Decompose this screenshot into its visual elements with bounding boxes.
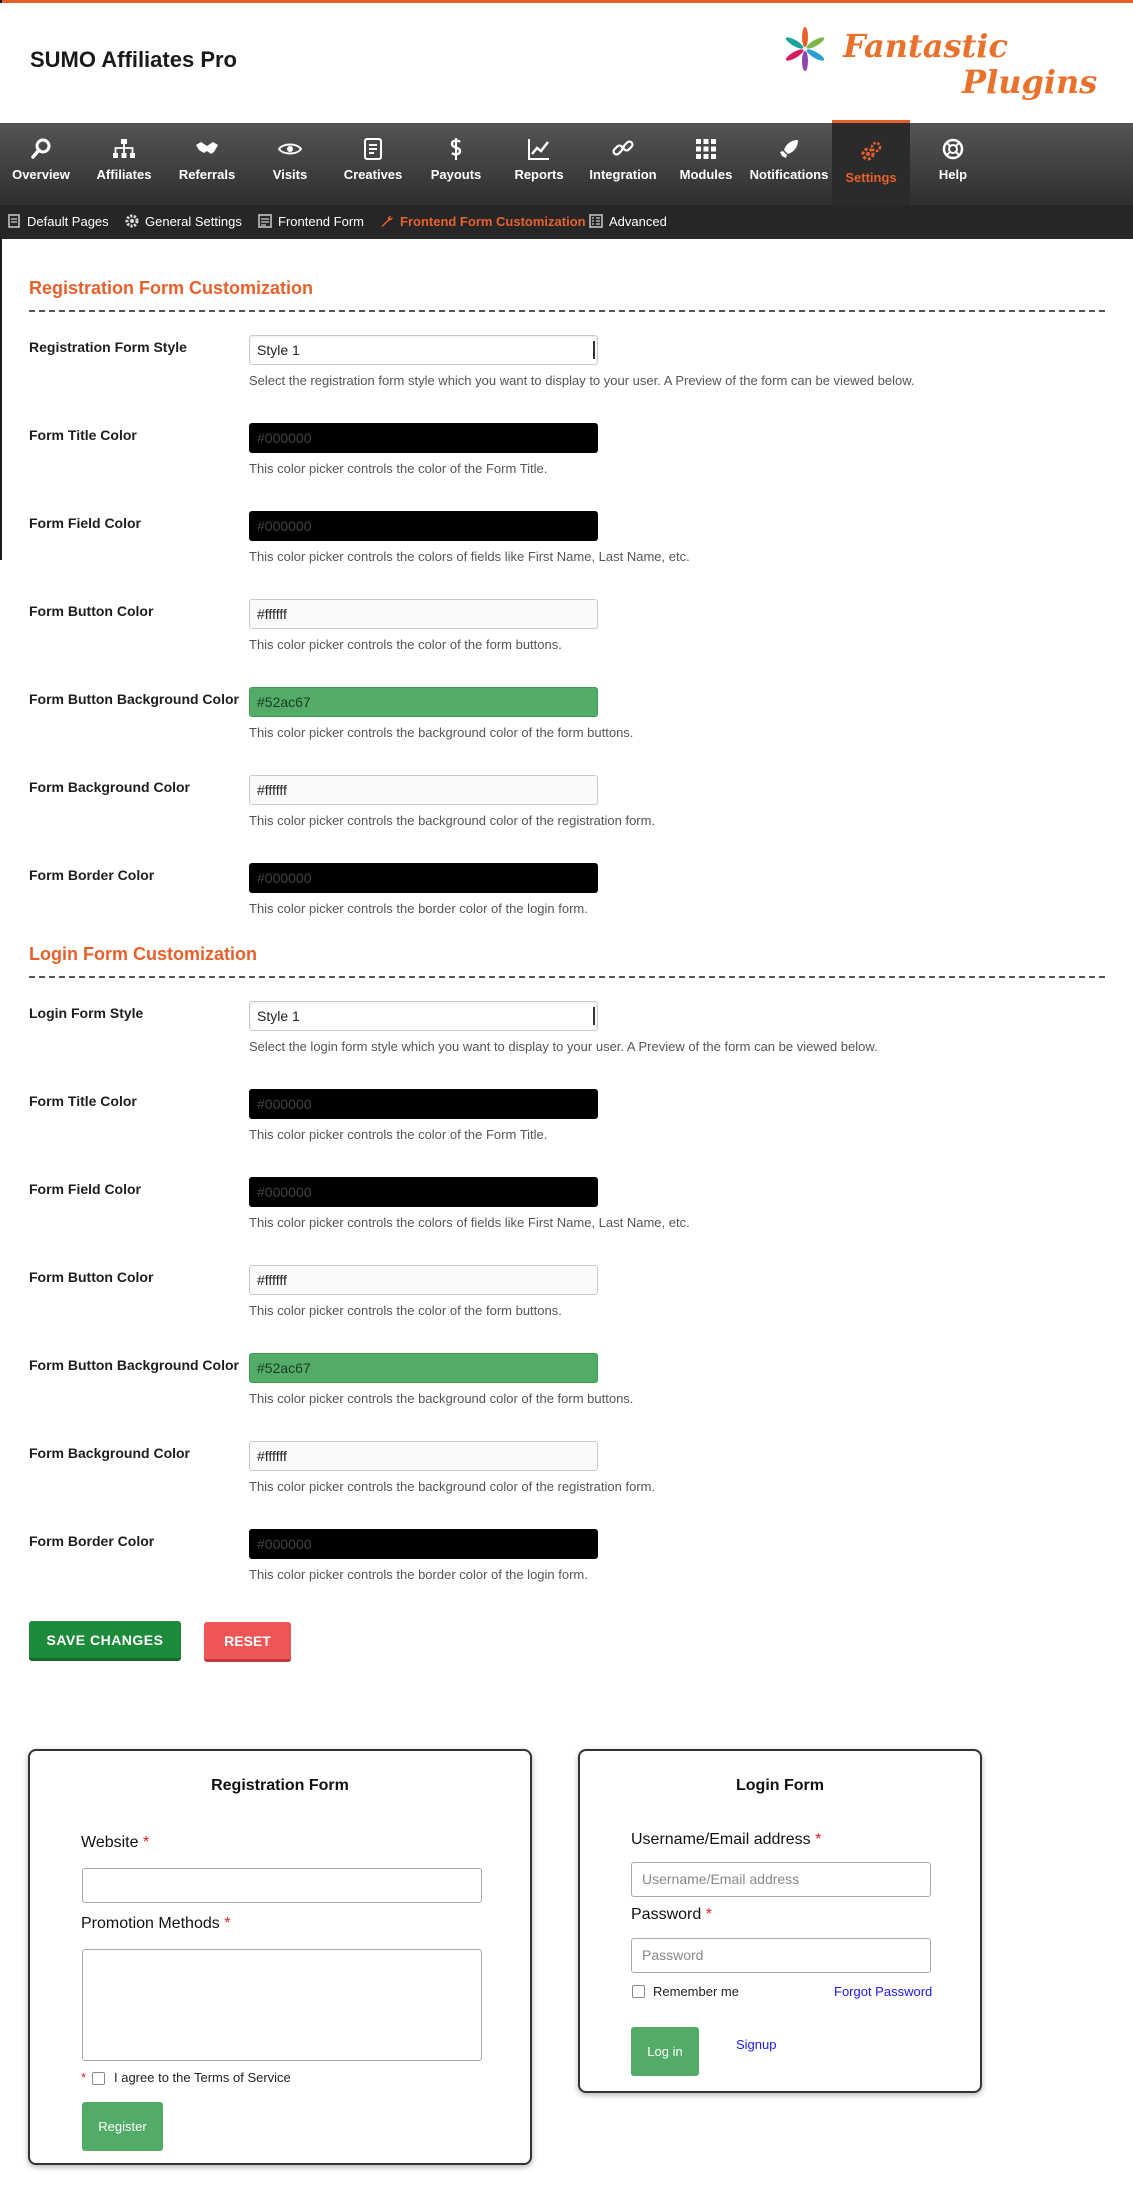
promotion-methods-label: Promotion Methods *: [81, 1915, 231, 1932]
setting-label: Form Title Color: [29, 427, 137, 443]
setting-label: Registration Form Style: [29, 339, 187, 355]
subnav-label: Default Pages: [27, 214, 109, 229]
grid-icon: [694, 137, 718, 161]
color-picker-input[interactable]: #ffffff: [249, 775, 598, 805]
color-picker-input[interactable]: #000000: [249, 423, 598, 453]
link-icon: [611, 137, 635, 161]
nav-label: Settings: [845, 170, 897, 185]
forgot-password-link[interactable]: Forgot Password: [834, 1984, 933, 1999]
registration-section-title: Registration Form Customization: [29, 278, 314, 298]
setting-description: This color picker controls the border color of the login form.: [249, 1567, 588, 1582]
setting-label: Form Button Color: [29, 603, 154, 619]
nav-label: Reports: [514, 167, 564, 182]
register-button[interactable]: Register: [82, 2102, 163, 2151]
setting-description: Select the login form style which you want to display to your user. A Preview of the form can be viewed below.: [249, 1039, 878, 1054]
subnav-item-general-settings[interactable]: [125, 214, 242, 229]
nav-item-help[interactable]: [914, 123, 992, 205]
setting-description: This color picker controls the background color of the registration form.: [249, 813, 656, 828]
subnav-item-advanced[interactable]: [589, 214, 667, 229]
color-picker-input[interactable]: #000000: [249, 1177, 598, 1207]
subnav-label: Frontend Form Customization: [400, 214, 586, 229]
color-picker-input[interactable]: #52ac67: [249, 1353, 598, 1383]
setting-label: Form Button Color: [29, 1269, 154, 1285]
required-mark: *: [705, 1906, 712, 1923]
subnav-label: General Settings: [145, 214, 242, 229]
setting-label: Form Border Color: [29, 867, 155, 883]
nav-item-payouts[interactable]: [418, 123, 494, 205]
setting-description: This color picker controls the colors of fields like First Name, Last Name, etc.: [249, 549, 690, 564]
setting-label: Form Button Background Color: [29, 1357, 239, 1373]
setting-description: Select the registration form style which you want to display to your user. A Preview of the form can be viewed below.: [249, 373, 915, 388]
color-picker-input[interactable]: #ffffff: [249, 599, 598, 629]
nav-label: Visits: [272, 167, 308, 182]
nav-item-reports[interactable]: [500, 123, 578, 205]
color-picker-input[interactable]: #000000: [249, 863, 598, 893]
chart-line-icon: [527, 137, 551, 161]
setting-label: Form Button Background Color: [29, 691, 239, 707]
required-mark: *: [224, 1915, 231, 1932]
password-label: Password *: [631, 1906, 712, 1923]
gear-icon: [125, 214, 139, 228]
registration-form-title: Registration Form: [211, 1777, 349, 1794]
subnav-label: Advanced: [609, 214, 667, 229]
terms-checkbox[interactable]: [92, 2072, 105, 2085]
login-section-title: Login Form Customization: [29, 944, 257, 964]
nav-label: Overview: [12, 167, 70, 182]
username-label: Username/Email address *: [631, 1831, 822, 1848]
document-icon: [361, 137, 385, 161]
magnifier-icon: [29, 137, 53, 161]
subnav-label: Frontend Form: [278, 214, 364, 229]
setting-label: Login Form Style: [29, 1005, 144, 1021]
setting-description: This color picker controls the background color of the form buttons.: [249, 725, 634, 740]
nav-item-visits[interactable]: [252, 123, 328, 205]
logo-text-line1: Fantastic: [843, 27, 1008, 65]
nav-label: Notifications: [749, 167, 829, 182]
money-icon: [444, 137, 468, 161]
remember-me-label: Remember me: [653, 1984, 739, 1999]
list-icon: [589, 214, 603, 228]
logo-text-line2: Plugins: [962, 63, 1098, 101]
save-changes-button[interactable]: SAVE CHANGES: [29, 1621, 181, 1661]
section-divider: [29, 976, 1105, 978]
rocket-icon: [777, 137, 801, 161]
reset-button[interactable]: RESET: [204, 1622, 291, 1662]
section-divider: [29, 310, 1105, 312]
color-picker-input[interactable]: #52ac67: [249, 687, 598, 717]
setting-description: This color picker controls the color of the form buttons.: [249, 1303, 562, 1318]
page-icon: [7, 214, 21, 228]
login-form-title: Login Form: [736, 1777, 824, 1794]
brand-logo: [780, 21, 1110, 111]
required-mark: *: [142, 1834, 150, 1851]
required-mark: *: [815, 1831, 822, 1848]
setting-label: Form Field Color: [29, 1181, 141, 1197]
nav-label: Affiliates: [96, 167, 152, 182]
nav-label: Referrals: [178, 167, 236, 182]
setting-label: Form Border Color: [29, 1533, 155, 1549]
setting-label: Form Field Color: [29, 515, 141, 531]
color-picker-input[interactable]: #000000: [249, 511, 598, 541]
nav-item-modules[interactable]: [668, 123, 744, 205]
remember-me-checkbox[interactable]: [632, 1985, 645, 1998]
flower-logo-icon: [782, 25, 828, 73]
color-picker-input[interactable]: #ffffff: [249, 1265, 598, 1295]
registration-form-preview: [28, 1749, 532, 2165]
terms-label: I agree to the Terms of Service: [114, 2070, 291, 2085]
app-title: SUMO Affiliates Pro: [30, 47, 237, 72]
username-input[interactable]: Username/Email address: [631, 1862, 931, 1897]
color-picker-input[interactable]: #000000: [249, 1089, 598, 1119]
website-label: Website *: [81, 1834, 150, 1851]
login-button[interactable]: Log in: [631, 2027, 699, 2076]
password-input[interactable]: Password: [631, 1938, 931, 1973]
main-nav: [0, 123, 1133, 205]
setting-label: Form Background Color: [29, 1445, 191, 1461]
setting-description: This color picker controls the color of the Form Title.: [249, 1127, 548, 1142]
registration-style-select[interactable]: Style 1: [249, 335, 598, 365]
lifebuoy-icon: [941, 137, 965, 161]
setting-label: Form Background Color: [29, 779, 191, 795]
nav-item-settings[interactable]: [832, 120, 910, 208]
nav-label: Payouts: [430, 167, 482, 182]
nav-label: Integration: [589, 167, 657, 182]
nav-item-creatives[interactable]: [334, 123, 412, 205]
nav-label: Modules: [679, 167, 733, 182]
hierarchy-icon: [112, 137, 136, 161]
required-mark: *: [81, 2070, 87, 2085]
nav-item-integration[interactable]: [584, 123, 662, 205]
setting-description: This color picker controls the color of the Form Title.: [249, 461, 548, 476]
wrench-icon: [380, 214, 394, 228]
nav-item-notifications[interactable]: [748, 123, 830, 205]
nav-label: Help: [938, 167, 968, 182]
promotion-methods-textarea[interactable]: [82, 1949, 482, 2061]
form-icon: [258, 214, 272, 228]
header: [0, 3, 1133, 123]
setting-label: Form Title Color: [29, 1093, 137, 1109]
subnav-item-frontend-form[interactable]: [258, 214, 364, 229]
color-picker-input[interactable]: #000000: [249, 1529, 598, 1559]
subnav-item-default-pages[interactable]: [7, 214, 109, 229]
nav-item-overview[interactable]: [2, 123, 80, 205]
nav-label: Creatives: [343, 167, 403, 182]
color-picker-input[interactable]: #ffffff: [249, 1441, 598, 1471]
setting-description: This color picker controls the background color of the form buttons.: [249, 1391, 634, 1406]
login-form-preview: [578, 1749, 982, 2093]
handshake-icon: [195, 137, 219, 161]
signup-link[interactable]: Signup: [736, 2037, 777, 2052]
login-style-select[interactable]: Style 1: [249, 1001, 598, 1031]
sub-nav: [0, 205, 1133, 239]
gears-icon: [859, 140, 883, 164]
nav-item-affiliates[interactable]: [86, 123, 162, 205]
setting-description: This color picker controls the color of the form buttons.: [249, 637, 562, 652]
subnav-item-frontend-form-customization[interactable]: [380, 214, 586, 229]
nav-item-referrals[interactable]: [168, 123, 246, 205]
setting-description: This color picker controls the colors of fields like First Name, Last Name, etc.: [249, 1215, 690, 1230]
setting-description: This color picker controls the background color of the registration form.: [249, 1479, 656, 1494]
website-input[interactable]: [82, 1868, 482, 1903]
eye-icon: [278, 137, 302, 161]
setting-description: This color picker controls the border color of the login form.: [249, 901, 588, 916]
